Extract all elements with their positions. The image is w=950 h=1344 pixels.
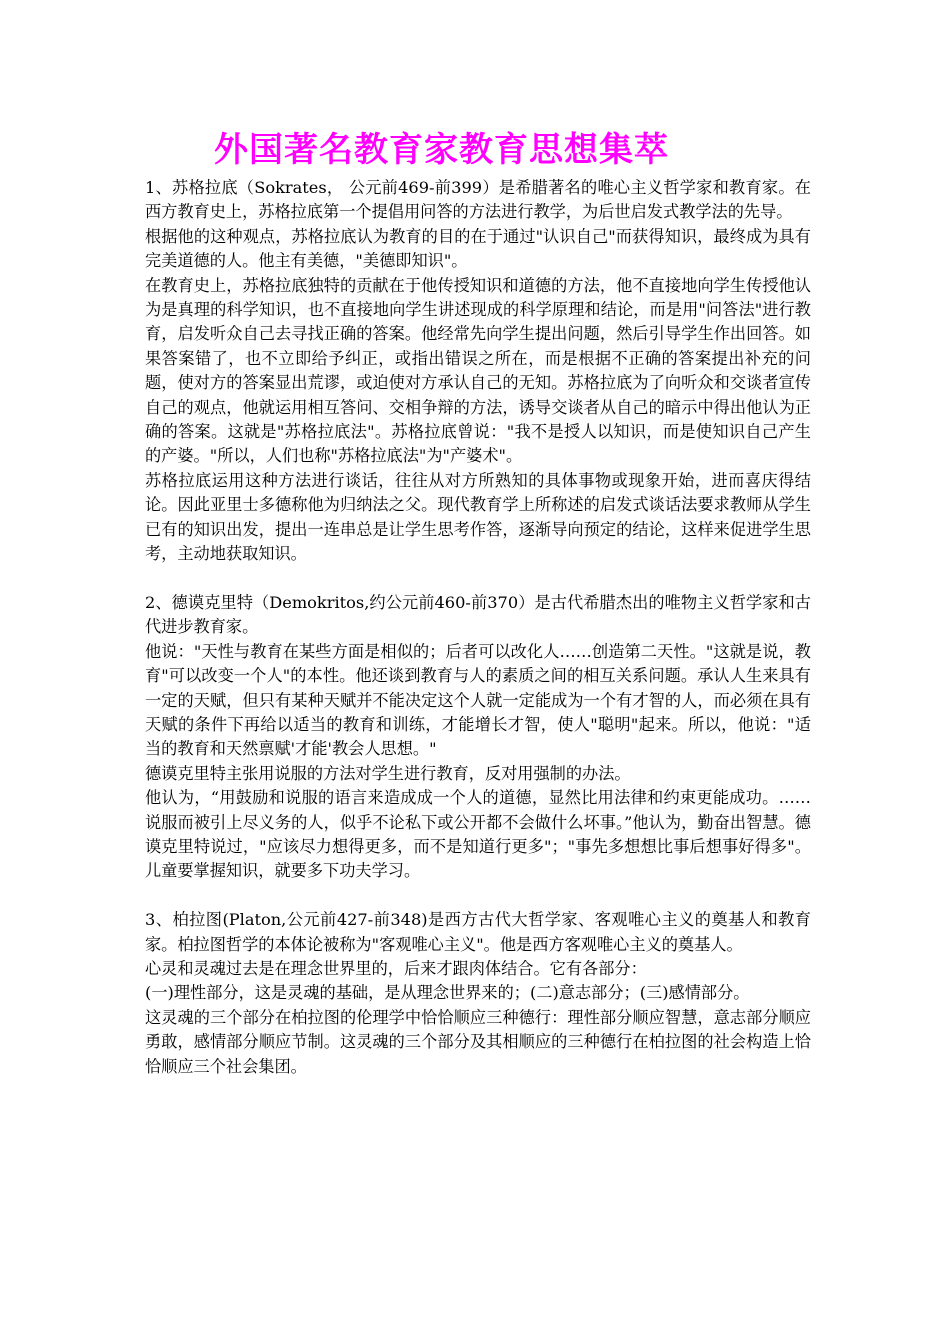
paragraph: 他认为，“用鼓励和说服的语言来造成成一个人的道德，显然比用法律和约束更能成功。……说服而被引上尽义务的人，似乎不论私下或公开都不会做什么坏事。”他认为，勤奋出智慧。德谟克里特说过，"应该尽力想得更多，而不是知道行更多"；"事先多想想比事后想事好得多"。儿童要掌握知识，就要多下功夫学习。 (145, 788, 811, 881)
section-plato (145, 908, 811, 1079)
paragraph: 他说："天性与教育在某些方面是相似的；后者可以改化人……创造第二天性。"这就是说，教育"可以改变一个人"的本性。他还谈到教育与人的素质之间的相互关系问题。承认人生来具有一定的天赋，但只有某种天赋并不能决定这个人就一定能成为一个有才智的人，而必须在具有天赋的条件下再给以适当的教育和训练，才能增长才智，使人"聪明"起来。所以，他说："适当的教育和天然禀赋'才能'教会人思想。" (145, 641, 811, 759)
paragraph: 根据他的这种观点，苏格拉底认为教育的目的在于通过"认识自己"而获得知识，最终成为具有完美道德的人。他主有美德，"美德即知识"。 (145, 226, 811, 271)
paragraph: 德谟克里特主张用说服的方法对学生进行教育，反对用强制的办法。 (145, 763, 631, 783)
paragraph: 1、苏格拉底（Sokrates， 公元前469-前399）是希腊著名的唯心主义哲学家和教育家。在西方教育史上，苏格拉底第一个提倡用问答的方法进行教学，为后世启发式教学法的先导。 (145, 178, 811, 222)
paragraph: 苏格拉底运用这种方法进行谈话，往往从对方所熟知的具体事物或现象开始，进而喜庆得结论。因此亚里士多德称他为归纳法之父。现代教育学上所称述的启发式谈话法要求教师从学生已有的知识出发，提出一连串总是让学生思考作答，逐渐导向预定的结论，这样来促进学生思考，主动地获取知识。 (145, 470, 811, 564)
section-democritus (145, 591, 811, 884)
section-socrates (145, 176, 811, 567)
paragraph: 2、德谟克里特（Demokritos,约公元前460-前370）是古代希腊杰出的唯物主义哲学家和古代进步教育家。 (145, 592, 811, 637)
page-title: 外国著名教育家教育思想集萃 (214, 130, 669, 170)
paragraph: (一)理性部分，这是灵魂的基础，是从理念世界来的；(二)意志部分；(三)感情部分。 (145, 983, 750, 1003)
paragraph: 在教育史上，苏格拉底独特的贡献在于他传授知识和道德的方法，他不直接地向学生传授他认为是真理的科学知识，也不直接地向学生讲述现成的科学原理和结论，而是用"问答法"进行教育，启发听众自己去寻找正确的答案。他经常先向学生提出问题，然后引导学生作出回答。如果答案错了，也不立即给予纠正，或指出错误之所在，而是根据不正确的答案提出补充的问题，使对方的答案显出荒谬，或迫使对方承认自己的无知。苏格拉底为了向听众和交谈者宣传自己的观点，他就运用相互答问、交相争辩的方法，诱导交谈者从自己的暗示中得出他认为正确的答案。这就是"苏格拉底法"。苏格拉底曾说："我不是授人以知识，而是使知识自己产生的产婆。"所以，人们也称"苏格拉底法"为"产婆术"。 (145, 275, 811, 466)
paragraph: 这灵魂的三个部分在柏拉图的伦理学中恰恰顺应三种德行：理性部分顺应智慧，意志部分顺应勇敢，感情部分顺应节制。这灵魂的三个部分及其相顺应的三种德行在柏拉图的社会构造上恰恰顺应三个社会集团。 (145, 1007, 811, 1076)
paragraph: 心灵和灵魂过去是在理念世界里的，后来才跟肉体结合。它有各部分： (145, 958, 647, 978)
document-body (145, 176, 811, 1079)
paragraph: 3、柏拉图(Platon,公元前427-前348)是西方古代大哲学家、客观唯心主义的奠基人和教育家。柏拉图哲学的本体论被称为"客观唯心主义"。他是西方客观唯心主义的奠基人。 (145, 910, 811, 954)
